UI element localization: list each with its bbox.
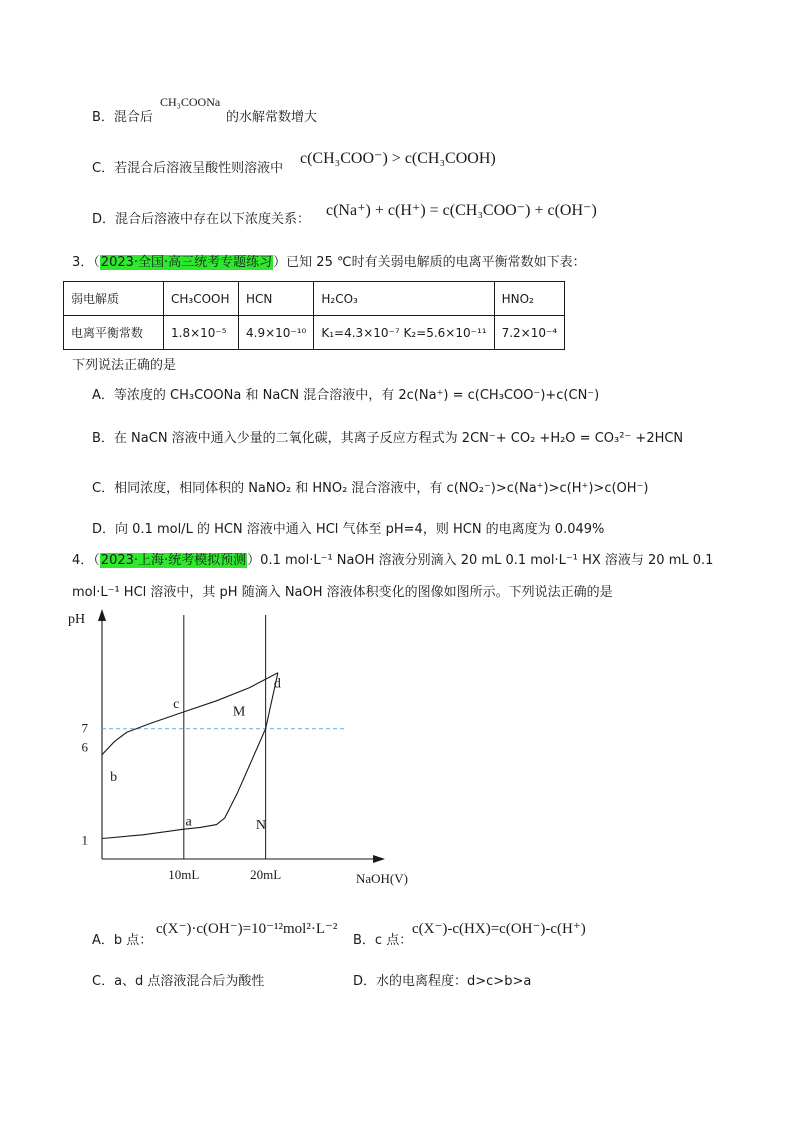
constants-table (63, 281, 565, 350)
table-header-cell: HCN (239, 282, 314, 316)
option-text: 在 NaCN 溶液中通入少量的二氧化碳，其离子反应方程式为 2CN⁻+ CO₂ +H₂O = CO₃²⁻ +2HCN (113, 431, 684, 446)
table-header-row (64, 282, 565, 316)
option-text: 若混合后溶液呈酸性则溶液中 (114, 161, 284, 176)
q2-option-b (92, 109, 153, 127)
q4-option-c (92, 973, 264, 991)
option-text: 等浓度的 CH₃COONa 和 NaCN 混合溶液中，有 2c(Na⁺) = c(CH₃COO⁻)+c(CN⁻) (113, 388, 600, 403)
q3-option-a (92, 387, 599, 405)
option-text: a、d 点溶液混合后为酸性 (114, 974, 265, 989)
x-axis-arrow (373, 855, 385, 863)
q2-option-c-formula: c(CH₃COO⁻) > c(CH₃COOH) (300, 150, 496, 167)
option-label: B． (92, 431, 114, 446)
question-number: 3． (72, 255, 94, 270)
table-header-cell: 弱电解质 (64, 282, 164, 316)
q3-prompt: 下列说法正确的是 (72, 358, 177, 373)
q4-option-a (92, 932, 152, 950)
chart-layer (68, 609, 408, 886)
table-cell: K₁=4.3×10⁻⁷ K₂=5.6×10⁻¹¹ (314, 316, 494, 350)
option-text: 相同浓度，相同体积的 NaNO₂ 和 HNO₂ 混合溶液中，有 c(NO₂⁻)>c(Na⁺)>c(H⁺)>c(OH⁻) (114, 481, 649, 496)
q4-option-a-formula: c(X⁻)·c(OH⁻)=10⁻¹²mol²·L⁻² (156, 921, 338, 937)
option-label: C． (92, 161, 115, 176)
point-label: a (185, 814, 192, 830)
table-row (64, 316, 565, 350)
y-axis-label: pH (68, 612, 86, 627)
q4-option-b-formula: c(X⁻)-c(HX)=c(OH⁻)-c(H⁺) (412, 921, 586, 937)
option-label: B． (353, 933, 375, 948)
option-label: D． (92, 212, 116, 227)
table-cell: 4.9×10⁻¹⁰ (239, 316, 314, 350)
option-label: C． (92, 974, 115, 989)
x-tick-label: 10mL (168, 867, 200, 882)
option-text: 向 0.1 mol/L 的 HCN 溶液中通入 HCl 气体至 pH=4，则 HCN 的电离度为 0.049% (115, 522, 605, 537)
option-text: 混合后溶液中存在以下浓度关系： (115, 212, 311, 227)
q3-option-c (92, 480, 648, 498)
option-label: A． (92, 388, 114, 403)
q3-option-d (92, 521, 604, 539)
question-text: 已知 25 ℃时有关弱电解质的电离平衡常数如下表： (286, 255, 586, 270)
option-label: D． (92, 522, 116, 537)
q4-option-d (353, 973, 531, 991)
q2-option-b-formula: CH₃COONa (160, 95, 221, 109)
source-tag: 2023·上海·统考模拟预测 (100, 553, 247, 568)
table-cell: 7.2×10⁻⁴ (494, 316, 565, 350)
x-axis-label: NaOH(V) (356, 871, 408, 886)
table-row-label: 电离平衡常数 (64, 316, 164, 350)
option-label: C． (92, 481, 115, 496)
y-tick-label: 6 (81, 739, 88, 755)
question-number: 4． (72, 553, 94, 568)
option-text: c 点： (374, 933, 413, 948)
option-text: 混合后 (113, 110, 153, 125)
option-text: b 点： (113, 933, 153, 948)
titration-curve-hx (102, 673, 278, 755)
q2-option-d-formula: c(Na⁺) + c(H⁺) = c(CH₃COO⁻) + c(OH⁻) (326, 202, 597, 219)
q4-stem-line2: mol·L⁻¹ HCl 溶液中，其 pH 随滴入 NaOH 溶液体积变化的图像如图所示。下列说法正确的是 (72, 585, 613, 600)
table-cell: 1.8×10⁻⁵ (164, 316, 239, 350)
y-tick-label: 1 (81, 832, 88, 848)
option-text: 水的电离程度：d>c>b>a (376, 974, 532, 989)
q2-option-d (92, 211, 310, 229)
q4-option-b (353, 932, 412, 950)
y-tick-label: 7 (81, 720, 88, 736)
point-label: M (232, 704, 246, 720)
table-header-cell: HNO₂ (494, 282, 565, 316)
x-tick-label: 20mL (250, 867, 282, 882)
table-header-cell: CH₃COOH (164, 282, 239, 316)
source-tag: 2023·全国·高三统考专题练习 (100, 255, 273, 270)
point-label: c (173, 697, 180, 713)
option-label: D． (353, 974, 377, 989)
question-text: 0.1 mol·L⁻¹ NaOH 溶液分别滴入 20 mL 0.1 mol·L⁻¹ HX 溶液与 20 mL 0.1 (260, 553, 714, 568)
ph-titration-chart (60, 605, 408, 890)
point-label: N (255, 818, 266, 834)
point-label: d (273, 676, 281, 692)
q3-option-b (92, 430, 683, 448)
q2-option-b-tail: 的水解常数增大 (226, 110, 318, 125)
y-axis-arrow (98, 609, 106, 621)
q2-option-c (92, 160, 283, 178)
option-label: A． (92, 933, 114, 948)
option-label: B． (92, 110, 114, 125)
q4-stem-line1: 4．（2023·上海·统考模拟预测）0.1 mol·L⁻¹ NaOH 溶液分别滴入 20 mL 0.1 mol·L⁻¹ HX 溶液与 20 mL 0.1 (72, 553, 714, 568)
table-header-cell: H₂CO₃ (314, 282, 494, 316)
point-label: b (110, 769, 118, 785)
q3-stem: 3．（2023·全国·高三统考专题练习）已知 25 ℃时有关弱电解质的电离平衡常数如下表： (72, 255, 586, 270)
